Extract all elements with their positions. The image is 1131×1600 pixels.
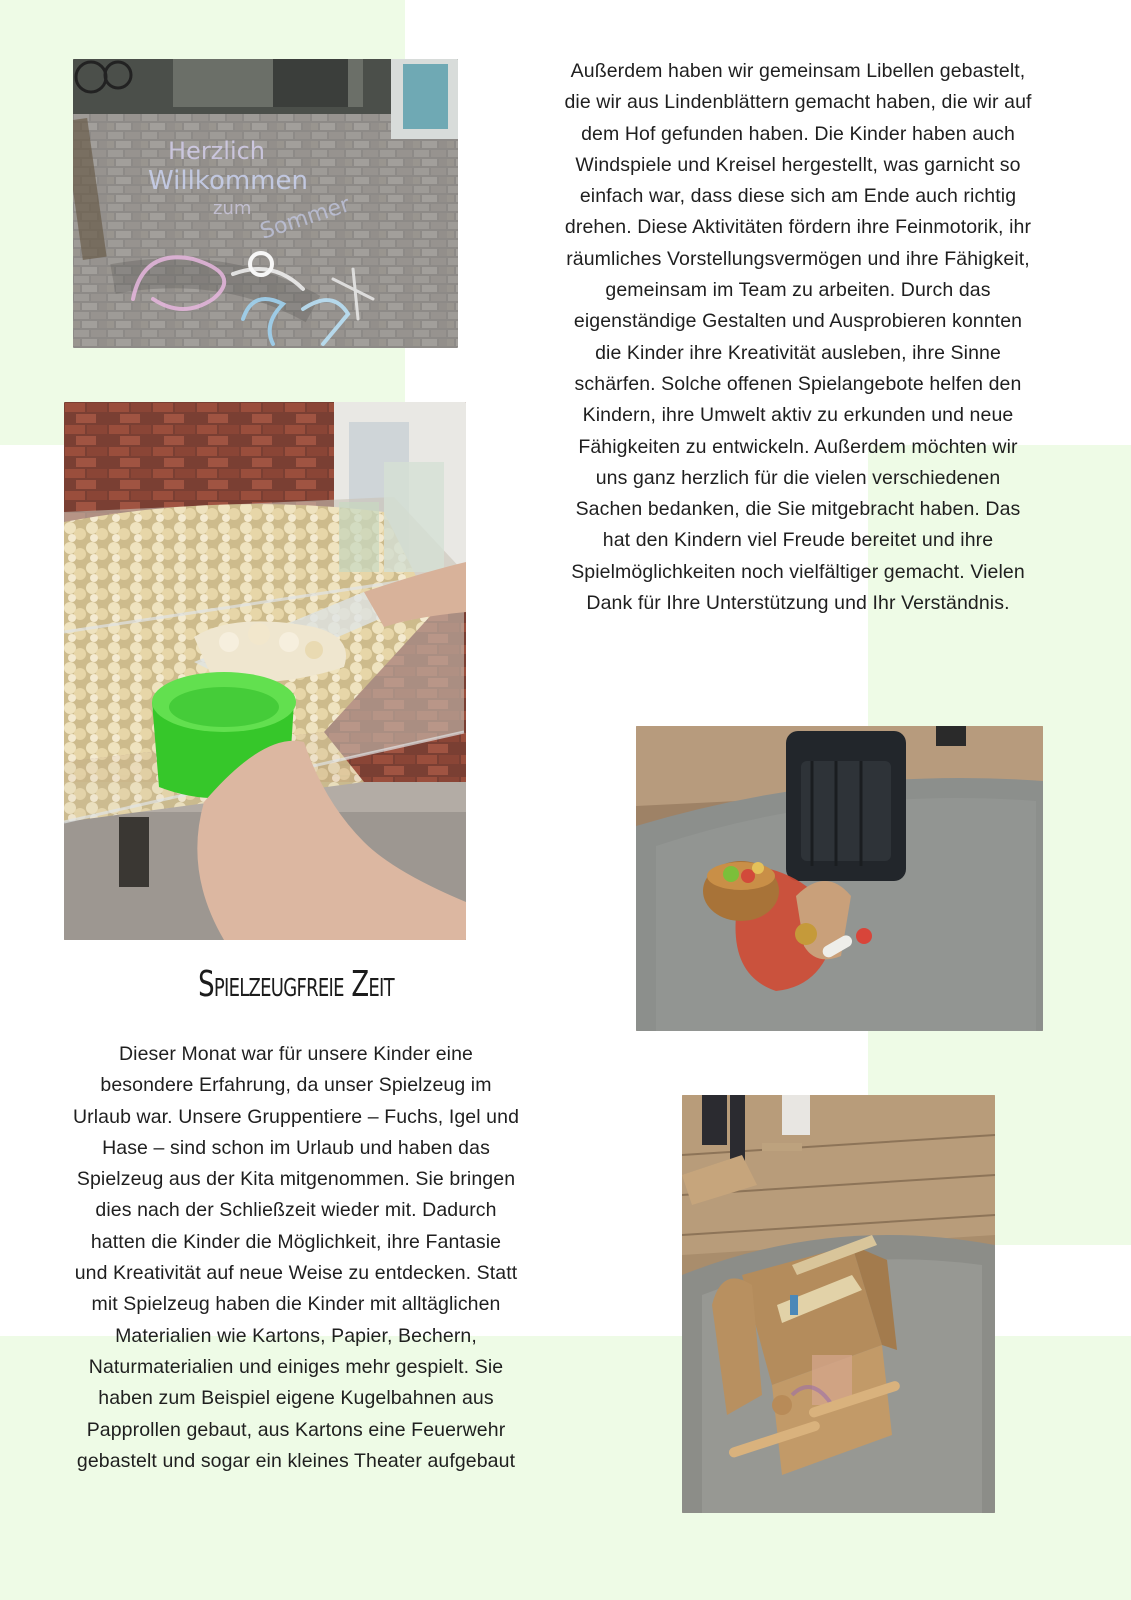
photo-chalk-welcome (73, 59, 458, 348)
photo-cardboard-firetruck (682, 1095, 995, 1513)
intro-text: Dieser Monat war für unsere Kinder eine besondere Erfahrung, da unser Spielzeug im Urlaub war. Unsere Gruppentiere – Fuchs, Igel und Hase – sind schon im Urlaub und haben das Spielzeug aus der Kita mitgenommen. Sie bringen dies nach der Schließzeit wieder mit. Dadurch hatten die Kinder die Möglichkeit, ihre Fantasie und Kreativität auf neue Weise zu entdecken. Statt mit Spielzeug haben die Kinder mit alltäglichen Materialien wie Kartons, Papier, Bechern, Naturmaterialien und einiges mehr gespielt. Sie haben zum Beispiel eigene Kugelbahnen aus Papprollen gebaut, aus Kartons eine Feuerwehr gebastelt und sogar ein kleines Theater aufgebaut (72, 1043, 520, 1472)
svg-text:Herzlich: Herzlich (168, 137, 266, 165)
page-title: Spielzeugfreie Zeit (198, 964, 394, 1005)
svg-text:Willkommen: Willkommen (148, 166, 308, 196)
svg-text:Sommer: Sommer (257, 192, 354, 245)
photo-popcorn-bowl (64, 402, 466, 940)
photo-suitcase-basket (636, 726, 1043, 1031)
continuation-text: Außerdem haben wir gemeinsam Libellen gebastelt, die wir aus Lindenblättern gemacht haben, die wir auf dem Hof gefunden haben. Die Kinder haben auch Windspiele und Kreisel hergestellt, was garnicht so einfach war, dass diese sich am Ende auch richtig drehen. Diese Aktivitäten fördern ihre Feinmotorik, ihr räumliches Vorstellungsvermögen und ihre Fähigkeit, gemeinsam im Team zu arbeiten. Durch das eigenständige Gestalten und Ausprobieren konnten die Kinder ihre Kreativität ausleben, ihre Sinne schärfen. Solche offenen Spielangebote helfen den Kindern, ihre Umwelt aktiv zu erkunden und neue Fähigkeiten zu entwickeln. Außerdem möchten wir uns ganz herzlich für die vielen verschiedenen Sachen bedanken, die Sie mitgebracht haben. Das hat den Kindern viel Freude bereitet und ihre Spielmöglichkeiten noch vielfältiger gemacht. Vielen Dank für Ihre Unterstützung und Ihr Verständnis. (564, 60, 1032, 615)
svg-text:zum: zum (213, 198, 252, 219)
